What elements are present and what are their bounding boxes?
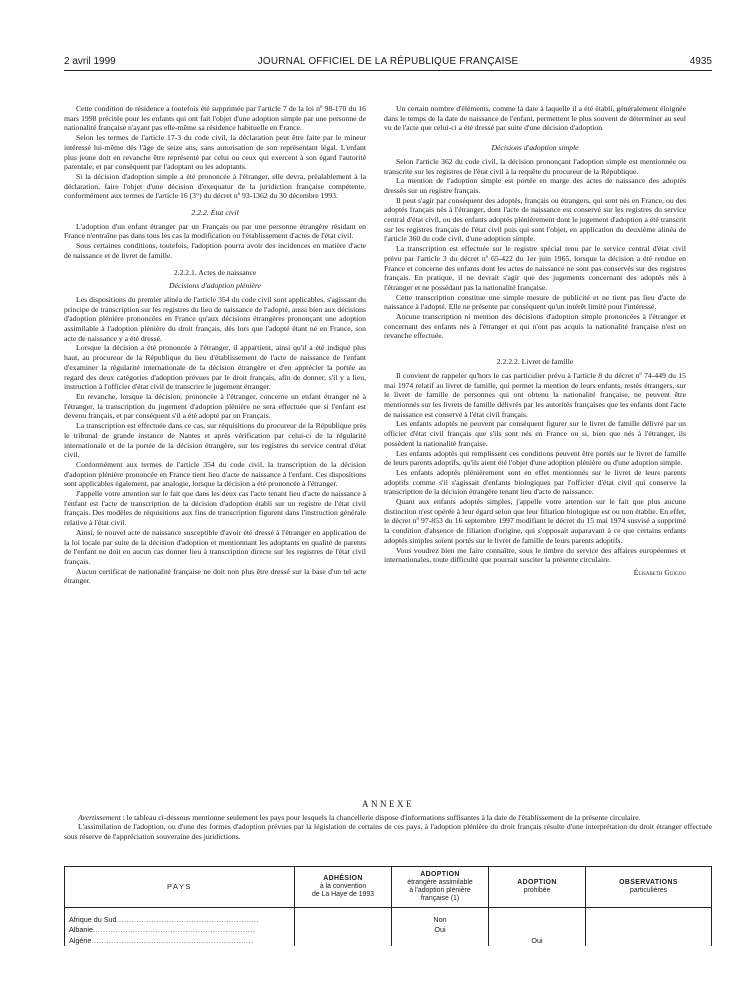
header-line: étrangère assimilable [407,879,473,886]
header-line: OBSERVATIONS [619,879,678,886]
paragraph: Quant aux enfants adoptés simples, j'appelle votre attention sur le fait que plus aucune distinction n'est opérée à leur égard selon que leur filiation biologique est ou non établie. En effet, le décret nº 97-853 du 16 septembre 1997 modifiant le décret du 15 mai 1974 susvisé a supprimé la condition d'absence de filiation d'origine, qui s'opposait auparavant à ce que certains enfants adoptés simples soient portés sur le livret de famille de leurs parents adoptifs. [384,497,686,545]
header-line: de La Haye de 1993 [311,891,375,898]
right-column [384,104,686,578]
left-column [64,104,366,586]
signature: Élisabeth Guigou [633,567,686,577]
paragraph: Les enfants adoptés plénièrement sont en effet mentionnés sur le livret de leurs parents adoptifs comme s'il s'agissait d'enfants biologiques par l'officier d'état civil qui conserve la transcription de la décision étrangère tenant lieu d'acte de naissance. [384,467,686,497]
header-line: particulières [629,887,668,894]
annexe-title: ANNEXE [362,799,414,809]
annexe-section [64,800,712,841]
country-name: Afrique du Sud [69,914,117,924]
col-header-prohibee [489,867,586,908]
cell-adhesion [295,925,392,936]
paragraph: Ainsi, le nouvel acte de naissance susceptible d'avoir été dressé à l'étranger en application de la loi locale par suite de la décision d'adoption et mentionnant les adoptants en qualité de parents de l'enfant ne doit en aucun cas donner lieu à transcription directe sur les registres de l'état civil français. [64,527,366,566]
table-row [65,935,712,946]
subheading-adoption-pleniere: Décisions d'adoption plénière [169,281,261,291]
section-heading-actes-naissance: 2.2.2.1. Actes de naissance [173,267,257,277]
warning-label: Avertissement [78,812,121,822]
section-heading-livret-famille: 2.2.2.2. Livret de famille [496,357,574,367]
paragraph: Aucune transcription ni mention des décisions d'adoption simple prononcées à l'étranger et concernant des enfants nés à l'étranger et qui n'ont pas acquis la nationalité française n'est en revanche effectuée. [384,312,686,341]
cell-observations [586,925,712,936]
page-header [64,56,712,70]
section-heading-etat-civil: 2.2.2. État civil [191,208,239,218]
paragraph: Cette transcription constitue une simple mesure de publicité et ne tient pas lieu d'acte de naissance à l'adopté. Elle ne présente par conséquent qu'un intérêt limité pour l'intéressé. [384,292,686,312]
country-name: Algérie [69,935,92,945]
header-line: française (1) [420,895,460,902]
paragraph: Cette condition de résidence a toutefois été supprimée par l'article 7 de la loi nº 98-170 du 16 mars 1998 précitée pour les enfants qui ont fait l'objet d'une adoption simple par une personne de nationalité française n'ayant pas elle-même sa résidence habituelle en France. [64,104,366,133]
table-row [65,908,712,925]
cell-pays [65,935,295,946]
paragraph: Selon l'article 362 du code civil, la décision prononçant l'adoption simple est mentionnée ou transcrite sur les registres de l'état civil à la requête du procureur de la République. [384,156,686,176]
header-date: 2 avril 1999 [64,56,116,67]
countries-table [64,866,712,946]
cell-observations [586,935,712,946]
paragraph: Les enfants adoptés qui remplissent ces conditions peuvent être portés sur le livret de famille de leurs parents adoptifs, qu'ils aient été l'objet d'une adoption plénière ou d'une adoption simple. [384,448,686,468]
col-header-pays: PAYS [65,867,295,908]
paragraph: Un certain nombre d'éléments, comme la date à laquelle il a été établi, généralement éloignée dans le temps de la date de naissance de l'enfant, permettent le plus souvent de déterminer au seul vu de l'acte que celui-ci a été dressé par suite d'une décision d'adoption. [384,104,686,133]
paragraph: Vous voudrez bien me faire connaître, sous le timbre du service des affaires européennes et internationales, toute difficulté que pourrait susciter la présente circulaire. [384,545,686,565]
paragraph: Les enfants adoptés ne peuvent par conséquent figurer sur le livret de famille délivré par un officier d'état civil français que s'ils sont nés en France ou si, bien que nés à l'étranger, ils possèdent la nationalité française. [384,419,686,448]
paragraph: Si la décision d'adoption simple a été prononcée à l'étranger, elle devra, préalablement à la déclaration, faire l'objet d'une décision d'exequatur de la juridiction française compétente, conformément aux termes de l'article 16 (3°) du décret nº 93-1362 du 30 décembre 1993. [64,171,366,201]
cell-observations [586,908,712,925]
table-row [65,925,712,936]
col-header-observations [586,867,712,908]
page-number: 4935 [689,56,712,67]
paragraph: Selon les termes de l'article 17-3 du code civil, la déclaration peut être faite par le mineur intéressé lui-même dès l'âge de seize ans, sans autorisation de son représentant légal. L'enfant plus jeune doit en revanche être représenté par celui ou ceux qui exercent à son égard l'autorité parentale, et par conséquent par l'adoptant ou les adoptants. [64,133,366,172]
paragraph: L'adoption d'un enfant étranger par un Français ou par une personne étrangère résidant en France n'entraîne pas dans tous les cas la modification ou l'établissement d'actes de l'état civil. [64,221,366,241]
paragraph: La mention de l'adoption simple est portée en marge des actes de naissance des adoptés dressés sur un registre français. [384,176,686,195]
paragraph: Les dispositions du premier alinéa de l'article 354 du code civil sont applicables, s'agissant du principe de transcription sur les registres du lieu de naissance de l'adopté, aussi bien aux décisions d'adoption plénière prononcées en France qu'aux décisions étrangères prononçant une adoption assimilable à l'adoption plénière du droit français, dès lors que l'adopté étant né en France, son acte de naissance y a été dressé. [64,294,366,343]
cell-pays [65,908,295,925]
paragraph: La transcription est effectuée sur le registre spécial tenu par le service central d'état civil prévu par l'article 3 du décret nº 65-422 du 1er juin 1965, lorsque la décision a été rendue en France et concerne des enfants dont les actes de naissance ne sont pas conservés sur des registres français. En pratique, il ne devrait s'agir que des jugements concernant des adoptés nés à l'étranger et ne possédant pas la nationalité française. [384,244,686,292]
annexe-warning [64,813,712,823]
header-line: ADOPTION [517,879,557,886]
journal-title: JOURNAL OFFICIEL DE LA RÉPUBLIQUE FRANÇAISE [257,56,519,67]
cell-adhesion [295,935,392,946]
cell-assimilable [392,935,489,946]
header-line: prohibée [523,887,551,894]
paragraph: Aucun certificat de nationalité française ne doit non plus être dressé sur la base d'un tel acte étranger. [64,566,366,586]
header-line: à l'adoption plénière [409,887,471,894]
leader-dots: ................................................................. [92,925,256,935]
paragraph: J'appelle votre attention sur le fait que dans les deux cas l'acte tenant lieu d'acte de naissance à l'enfant est l'acte de transcription de la décision d'adoption établi sur un registre de l'état civil français. Des modèles de réquisitions aux fins de transcription figurent dans l'instruction générale relative à l'état civil. [64,489,366,528]
table-header-row [65,867,712,908]
cell-prohibee [489,925,586,936]
leader-dots: ................................................................. [91,935,254,945]
country-name: Albanie [69,925,93,935]
cell-assimilable: Non [392,908,489,925]
header-line: à la convention [319,883,367,890]
paragraph: Conformément aux termes de l'article 354 du code civil, la transcription de la décision d'adoption plénière prononcée en France tient lieu d'acte de naissance à l'enfant. Ces dispositions sont applicables également, par analogie, lorsque la décision a été prononcée à l'étranger. [64,459,366,489]
annexe-paragraph: L'assimilation de l'adoption, ou d'une des formes d'adoption prévues par la législation de certains de ces pays, à l'adoption plénière du droit français résulte d'une interprétation du droit étranger effectuée sous réserve de l'appréciation souveraine des juridictions. [64,822,712,841]
col-header-adhesion [295,867,392,908]
header-rule [64,70,712,71]
header-line: ADOPTION [420,871,460,878]
paragraph: Il peut s'agir par conséquent des adoptés, français ou étrangers, qui sont nés en France, ou des adoptés français nés à l'étranger, dont l'acte de naissance est conservé sur les registres du service central d'état civil, ou des enfants adoptés plénièrement dont le jugement d'adoption a été transcrit sur les registres français de l'état civil puis qui sont l'objet, en application du deuxième alinéa de l'article 360 du code civil, d'une adoption simple. [384,195,686,244]
paragraph: Il convient de rappeler qu'hors le cas particulier prévu à l'article 8 du décret nº 74-449 du 15 mai 1974 relatif au livret de famille, qui permet la mention de leurs enfants, restés étrangers, sur le livret de famille de personnes qui ont obtenu la nationalité française, ne peuvent être mentionnés sur les livrets de famille délivrés par les autorités françaises que les enfants dont l'acte de naissance est conservé à l'état civil français. [384,370,686,419]
cell-prohibee: Oui [489,935,586,946]
cell-pays [65,925,295,936]
leader-dots: ......................................................... [116,914,259,924]
cell-assimilable: Oui [392,925,489,936]
paragraph: Lorsque la décision a été prononcée à l'étranger, il appartient, ainsi qu'il a été indiqué plus haut, au procureur de la République du lieu d'établissement de l'acte de naissance de l'enfant d'examiner la régularité internationale de la décision étrangère et d'en apprécier la portée au regard des deux catégories d'adoption prévues par le droit français, afin de donner, s'il y a lieu, instruction à l'officier d'état civil de transcrire le jugement étranger. [64,343,366,392]
col-header-assimilable [392,867,489,908]
warning-text: : le tableau ci-dessous mentionne seulement les pays pour lesquels la chancellerie dispose d'informations suffisantes à la date de l'établissement de la présente circulaire. [120,812,641,822]
paragraph: En revanche, lorsque la décision, prononcée à l'étranger, concerne un enfant étranger né à l'étranger, la transcription du jugement d'adoption plénière ne sera effectuée que si l'enfant est devenu français, et par conséquent s'il a été adopté par un Français. [64,391,366,421]
cell-adhesion [295,908,392,925]
subheading-adoption-simple: Décisions d'adoption simple [491,143,579,153]
paragraph: La transcription est effectuée dans ce cas, sur réquisitions du procureur de la République près le tribunal de grande instance de Nantes et après vérification par celui-ci de la régularité internationale et de la portée de la décision étrangère, sur les registres du service central d'état civil. [64,421,366,460]
cell-prohibee [489,908,586,925]
paragraph: Sous certaines conditions, toutefois, l'adoption pourra avoir des incidences en matière d'acte de naissance et de livret de famille. [64,241,366,260]
header-line: ADHÉSION [323,875,363,882]
